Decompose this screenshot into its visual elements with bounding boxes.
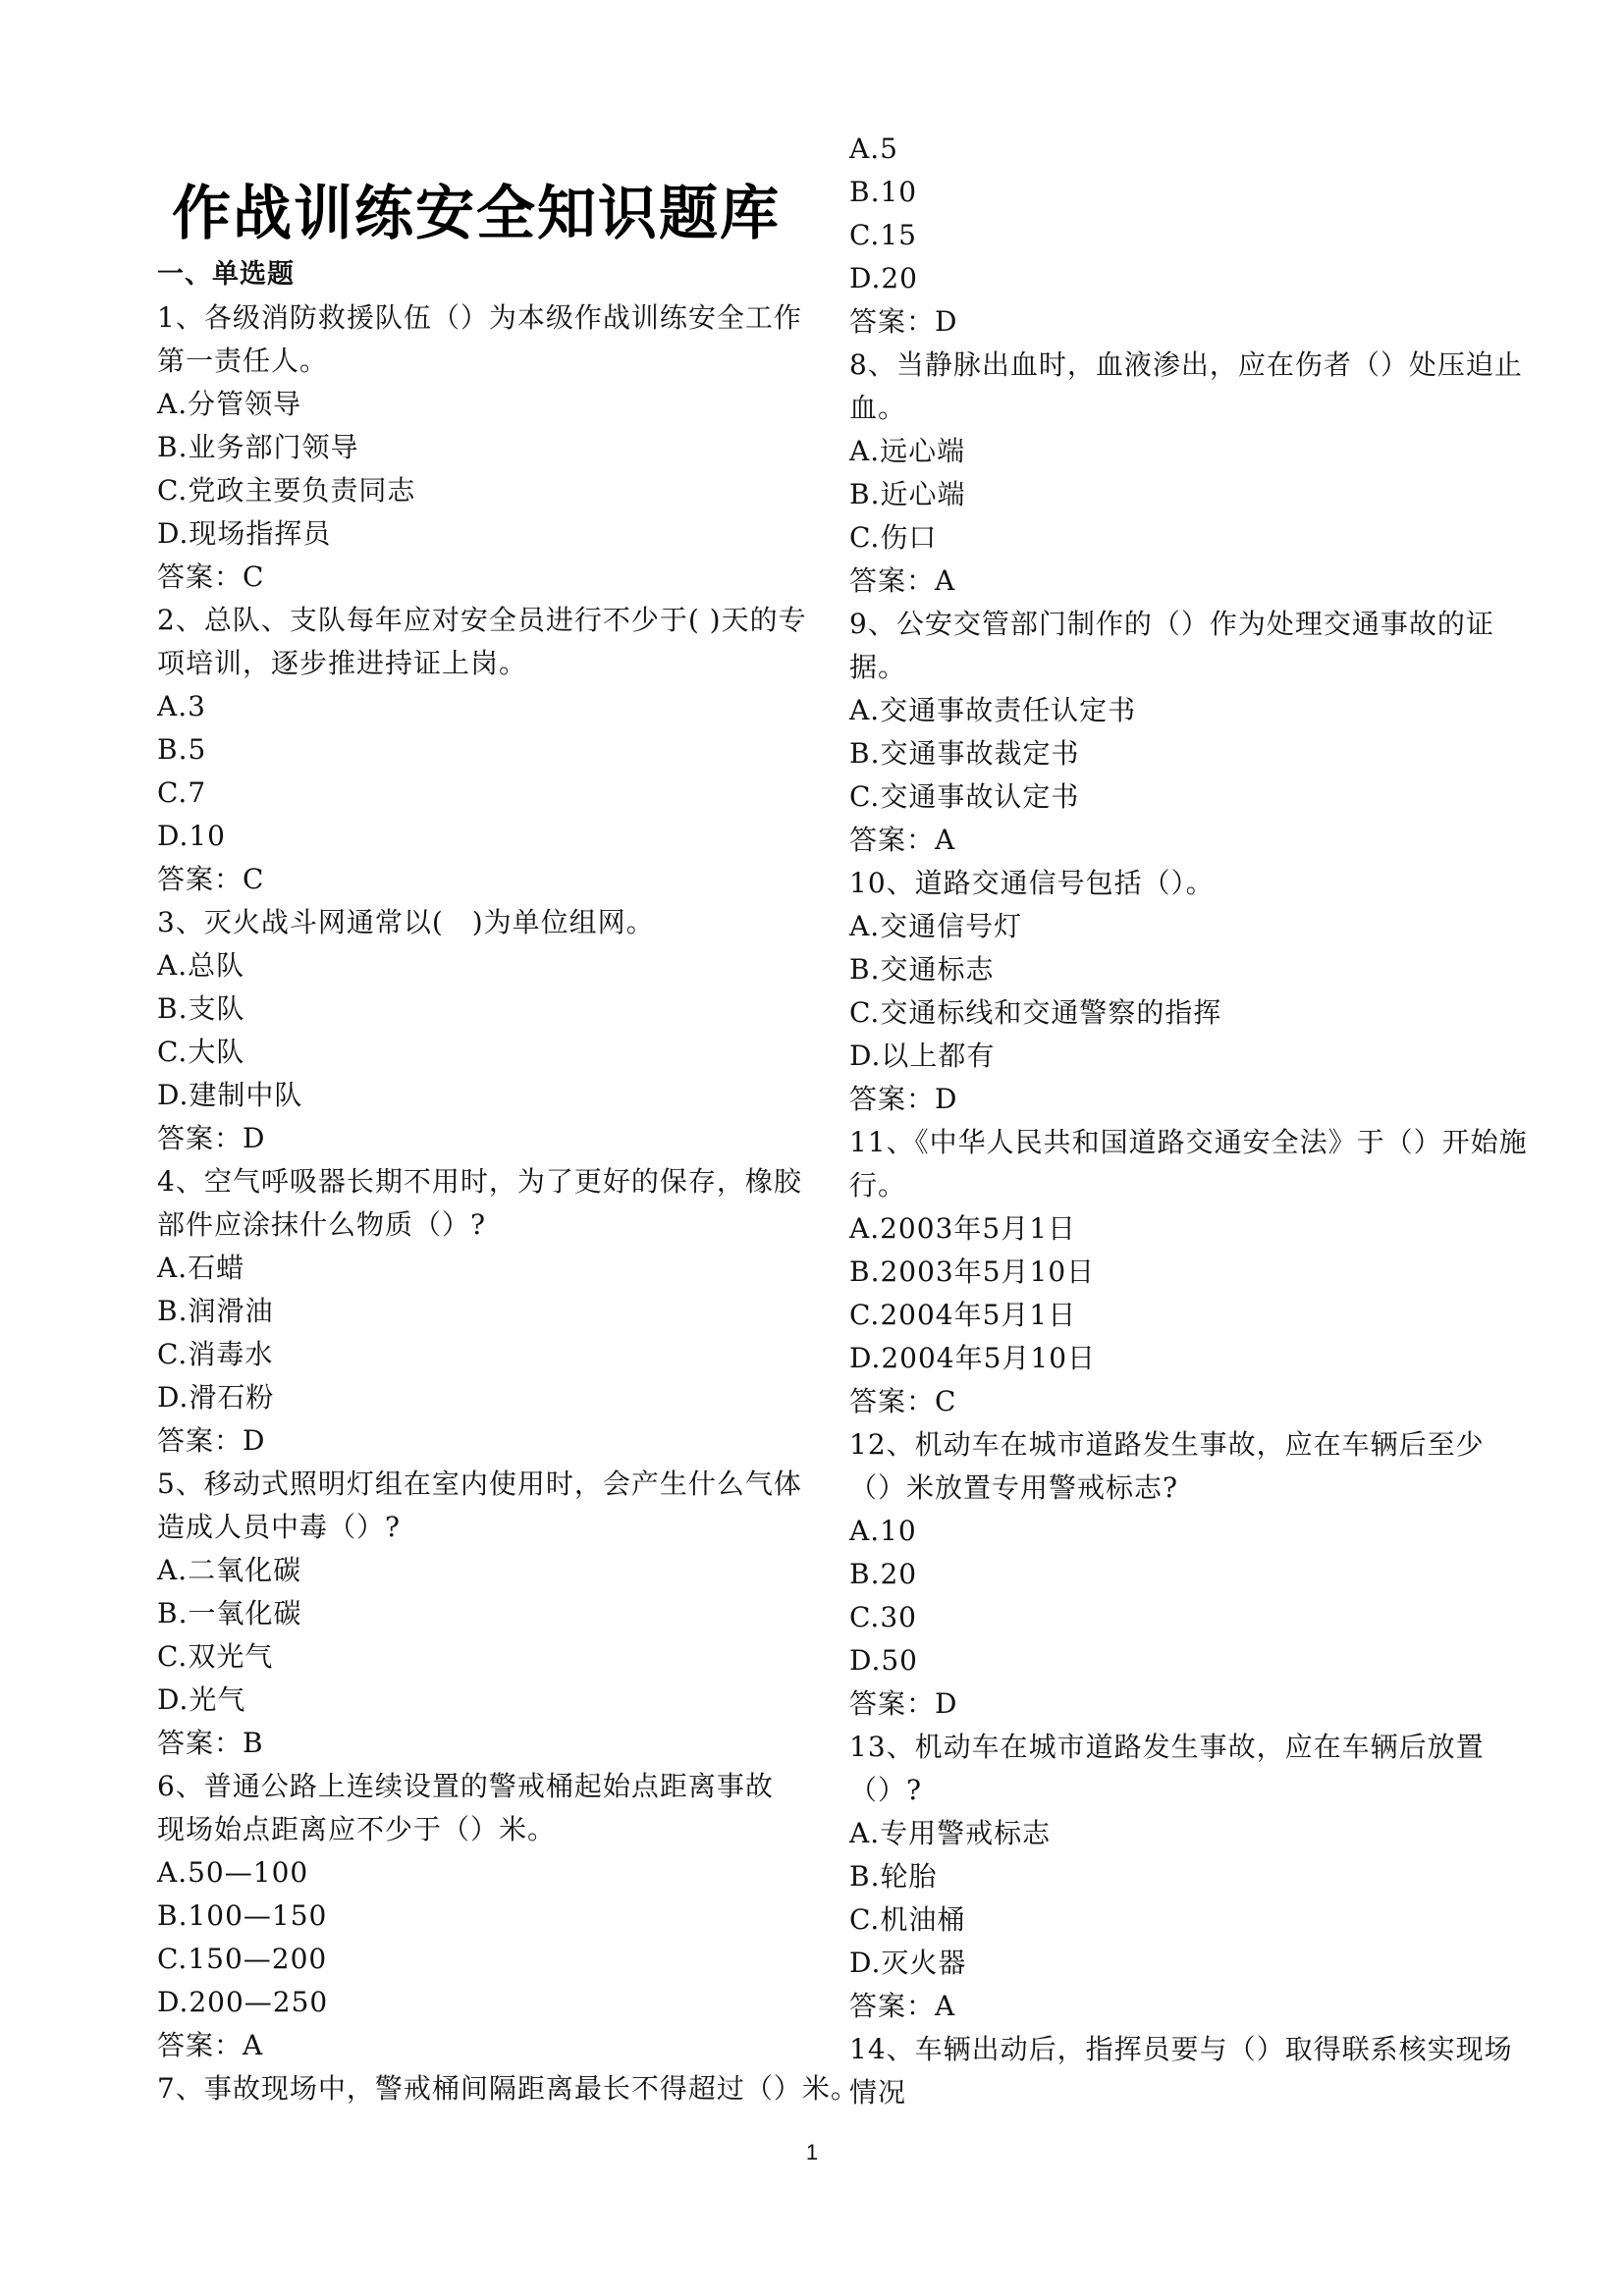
text-line: D.光气 — [157, 1683, 246, 1716]
text-line: 答案：D — [849, 305, 958, 338]
text-line: 14、车辆出动后，指挥员要与（）取得联系核实现场 — [849, 2033, 1513, 2065]
text-line: 7、事故现场中，警戒桶间隔距离最长不得超过（）米。 — [157, 2072, 859, 2105]
section-heading: 一、单选题 — [157, 259, 295, 290]
text-line: C.交通标线和交通警察的指挥 — [849, 996, 1222, 1029]
text-line: 11、《中华人民共和国道路交通安全法》于（）开始施 — [849, 1126, 1528, 1158]
text-line: A.交通信号灯 — [849, 910, 1023, 942]
text-line: 8、当静脉出血时，血液渗出，应在伤者（）处压迫止 — [849, 348, 1523, 381]
text-line: B.支队 — [157, 992, 245, 1025]
text-line: 答案：D — [849, 1083, 958, 1115]
text-line: 5、移动式照明灯组在室内使用时，会产生什么气体 — [157, 1468, 802, 1500]
text-line: 12、机动车在城市道路发生事故，应在车辆后至少 — [849, 1428, 1485, 1461]
text-line: A.5 — [849, 133, 898, 165]
text-line: 4、空气呼吸器长期不用时，为了更好的保存，橡胶 — [157, 1165, 802, 1198]
page-number: 1 — [805, 2140, 819, 2164]
text-line: B.业务部门领导 — [157, 431, 359, 463]
text-line: D.10 — [157, 820, 226, 852]
text-line: C.30 — [849, 1601, 917, 1633]
text-line: C.7 — [157, 776, 207, 809]
text-line: C.15 — [849, 219, 917, 251]
text-line: 6、普通公路上连续设置的警戒桶起始点距离事故 — [157, 1770, 774, 1802]
text-line: C.机油桶 — [849, 1903, 966, 1936]
text-line: 项培训，逐步推进持证上岗。 — [157, 647, 528, 679]
text-line: A.专用警戒标志 — [849, 1817, 1052, 1849]
text-line: D.以上都有 — [849, 1040, 996, 1072]
text-line: C.伤口 — [849, 521, 938, 554]
text-line: A.10 — [849, 1515, 917, 1547]
text-line: B.10 — [849, 176, 918, 208]
text-line: 答案：B — [157, 1727, 264, 1759]
text-line: D.建制中队 — [157, 1079, 303, 1111]
text-line: A.二氧化碳 — [157, 1554, 302, 1586]
text-line: 13、机动车在城市道路发生事故，应在车辆后放置 — [849, 1731, 1485, 1763]
text-line: D.200—250 — [157, 1986, 329, 2018]
text-line: 答案：A — [849, 824, 956, 856]
text-line: 答案：A — [849, 564, 956, 597]
text-line: D.灭火器 — [849, 1947, 967, 1979]
text-line: 情况 — [849, 2076, 907, 2109]
text-line: C.150—200 — [157, 1943, 328, 1975]
text-line: B.一氧化碳 — [157, 1597, 302, 1629]
text-line: 答案：C — [157, 863, 265, 895]
text-line: 答案：C — [849, 1385, 957, 1417]
text-line: B.5 — [157, 733, 207, 766]
text-line: C.党政主要负责同志 — [157, 474, 416, 507]
text-line: A.石蜡 — [157, 1252, 245, 1284]
text-line: 造成人员中毒（）? — [157, 1511, 402, 1543]
text-line: C.2004年5月1日 — [849, 1299, 1077, 1331]
text-line: （）米放置专用警戒标志? — [849, 1471, 1179, 1504]
text-line: 答案：D — [849, 1687, 958, 1720]
text-line: D.2004年5月10日 — [849, 1342, 1097, 1374]
text-line: B.近心端 — [849, 478, 966, 510]
text-line: D.滑石粉 — [157, 1381, 275, 1414]
text-line: A.总队 — [157, 949, 245, 982]
text-line: 现场始点距离应不少于（）米。 — [157, 1813, 557, 1845]
text-line: B.100—150 — [157, 1899, 328, 1932]
text-line: 答案：D — [157, 1122, 266, 1154]
text-line: 答案：C — [157, 561, 265, 593]
text-line: A.分管领导 — [157, 388, 302, 420]
text-line: A.50—100 — [157, 1856, 309, 1889]
text-line: 答案：A — [849, 1990, 956, 2022]
text-line: 1、各级消防救援队伍（）为本级作战训练安全工作 — [157, 301, 802, 334]
text-line: 答案：A — [157, 2029, 264, 2061]
text-line: B.润滑油 — [157, 1295, 274, 1327]
text-line: B.交通标志 — [849, 953, 995, 986]
text-line: A.2003年5月1日 — [849, 1212, 1077, 1245]
text-line: C.消毒水 — [157, 1338, 274, 1370]
text-line: 据。 — [849, 651, 907, 683]
text-line: （）? — [849, 1774, 923, 1806]
text-line: 9、公安交管部门制作的（）作为处理交通事故的证 — [849, 608, 1494, 640]
text-line: 行。 — [849, 1169, 907, 1201]
text-line: B.2003年5月10日 — [849, 1255, 1096, 1288]
text-line: B.轮胎 — [849, 1860, 938, 1893]
text-line: D.50 — [849, 1644, 918, 1677]
text-line: 2、总队、支队每年应对安全员进行不少于( )天的专 — [157, 604, 807, 636]
text-line: B.交通事故裁定书 — [849, 737, 1080, 770]
text-line: A.交通事故责任认定书 — [849, 694, 1137, 726]
text-line: 答案：D — [157, 1424, 266, 1457]
document-title: 作战训练安全知识题库 — [172, 180, 781, 248]
text-line: B.20 — [849, 1558, 918, 1590]
text-line: 10、道路交通信号包括（）。 — [849, 867, 1215, 899]
text-line: C.交通事故认定书 — [849, 780, 1080, 813]
text-line: D.20 — [849, 262, 918, 294]
text-line: D.现场指挥员 — [157, 517, 332, 550]
text-line: C.双光气 — [157, 1640, 274, 1673]
text-line: 血。 — [849, 392, 907, 424]
text-line: 第一责任人。 — [157, 345, 329, 377]
text-line: A.远心端 — [849, 435, 966, 467]
text-line: A.3 — [157, 690, 206, 722]
text-line: 3、灭火战斗网通常以( )为单位组网。 — [157, 906, 655, 938]
text-line: 部件应涂抹什么物质（）? — [157, 1208, 487, 1241]
text-line: C.大队 — [157, 1036, 245, 1068]
